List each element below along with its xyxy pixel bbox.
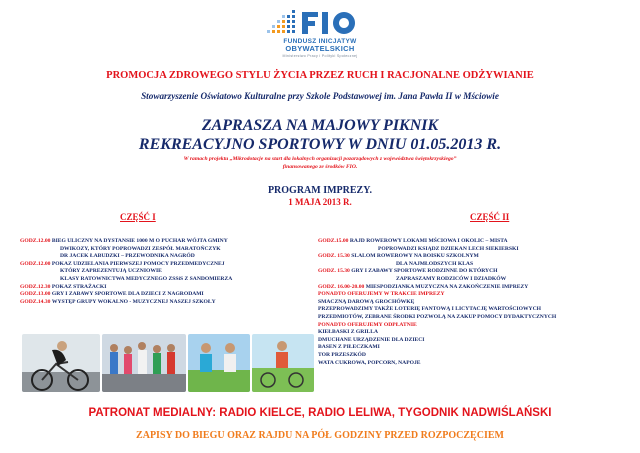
event-heading: REKREACYJNO SPORTOWY W DNIU 01.05.2013 R. — [138, 136, 502, 153]
list-item: SMACZNĄ DAROWĄ GROCHÓWKĘ — [318, 298, 415, 305]
cyclists-park-photo-icon — [252, 334, 314, 392]
list-item: KIEŁBASKI Z GRILLA — [318, 329, 378, 336]
list-item: TOR PRZESZKÓD — [318, 351, 366, 358]
list-item: DWIKOZY, KTÓRY POPROWADZI ZESPÓŁ MARATOŃCZYK — [60, 245, 221, 252]
media-patronage: PATRONAT MEDIALNY: RADIO KIELCE, RADIO LELIWA, TYGODNIK NADWIŚLAŃSKI — [88, 407, 552, 419]
list-item: GODZ.12.30 POKAZ STRAŻACKI — [20, 283, 107, 290]
invite-heading: ZAPRASZA NA MAJOWY PIKNIK — [201, 117, 439, 134]
list-item: BASEN Z PIŁECZKAMI — [318, 344, 380, 351]
part2-heading: CZĘŚĆ II — [470, 212, 510, 222]
list-item: ZAPRASZAMY RODZICÓW I DZIADKÓW — [396, 275, 507, 282]
association-name: Stowarzyszenie Oświatowo Kulturalne przy Szkole Podstawowej im. Jana Pawła II w Mściowie — [141, 91, 499, 101]
program-date: 1 MAJA 2013 R. — [288, 197, 352, 207]
list-item: GODZ.13.00 GRY I ZABAWY SPORTOWE DLA DZIECI Z NAGRODAMI — [20, 291, 204, 298]
list-item: GODZ. 15.30 GRY I ZABAWY SPORTOWE RODZINNE DO KTÓRYCH — [318, 268, 498, 275]
logo-tagline: Ministerstwo Pracy i Polityki Społecznej — [282, 54, 358, 58]
signup-note: ZAPISY DO BIEGU ORAZ RAJDU NA PÓŁ GODZINY PRZED ROZPOCZĘCIEM — [136, 430, 504, 441]
list-item: WATA CUKROWA, POPCORN, NAPOJE — [318, 359, 421, 366]
logo-caption-line1: FUNDUSZ INICJATYW — [283, 38, 357, 45]
cyclist-photo-icon — [22, 334, 100, 392]
list-item: PONADTO OFERUJEMY ODPŁATNIE — [318, 321, 417, 328]
joggers-photo-icon — [188, 334, 250, 392]
program-title: PROGRAM IMPREZY. — [267, 185, 373, 196]
part1-list — [20, 238, 310, 306]
list-item: PONADTO OFERUJEMY W TRAKCIE IMPREZY — [318, 291, 445, 298]
runners-photo-icon — [102, 334, 186, 392]
part1-heading: CZĘŚĆ I — [120, 212, 156, 222]
fio-logo-mark-icon — [258, 4, 382, 70]
project-line-2: finansowanego ze środków FIO. — [282, 164, 358, 170]
logo-caption-line2: OBYWATELSKICH — [285, 44, 355, 53]
list-item: GODZ.12.00 POKAZ UDZIELANIA PIERWSZEJ POMOCY PRZEDMEDYCZNEJ — [20, 260, 225, 267]
project-line-1: W ramach projektu „Mikrodotacje na start dla lokalnych organizacji pozarządowych z województwa świętokrzyskiego” — [183, 156, 457, 162]
list-item: GODZ.15.00 RAJD ROWEROWY LOKAMI MŚCIOWA I OKOLIC – MISTA — [318, 238, 508, 244]
part2-list — [318, 238, 628, 367]
list-item: DLA NAJMŁODSZYCH KLAS — [396, 260, 474, 267]
list-item: PRZEDMIOTÓW, ZEBRANE ŚRODKI POZWOLĄ NA ZAKUP POMOCY DYDAKTYCZNYCH — [318, 313, 557, 320]
promo-heading: PROMOCJA ZDROWEGO STYLU ŻYCIA PRZEZ RUCH I RACJONALNE ODŻYWIANIE — [106, 70, 534, 81]
list-item: POPROWADZI KSIĄDZ DZIEKAN LECH SIEKIERSKI — [378, 245, 519, 252]
list-item: GODZ.12.00 BIEG ULICZNY NA DYSTANSIE 1000 M O PUCHAR WÓJTA GMINY — [20, 238, 228, 244]
list-item: PRZEPROWADZIMY TAKŻE LOTERIĘ FANTOWĄ I LICYTACJĘ WARTOŚCIOWYCH — [318, 306, 541, 313]
list-item: KTÓRY ZAPREZENTUJĄ UCZNIOWIE — [60, 268, 162, 275]
fio-logo — [258, 4, 382, 70]
list-item: KLASY RATOWNICTWA MEDYCZNEGO ZSSiS Z SANDOMIERZA — [60, 275, 233, 282]
list-item: GODZ. 15.30 SLALOM ROWEROWY NA BOISKU SZKOLNYM — [318, 253, 479, 260]
list-item: GODZ. 16.00-20.00 MIESPODZIANKA MUZYCZNA NA ZAKOŃCZENIE IMPREZY — [318, 283, 529, 290]
list-item: DR JACEK ŁABUDZKI – PRZEWODNIKA NAGRÓD — [60, 253, 195, 260]
sport-photos — [22, 334, 314, 392]
list-item: DMUCHANE URZĄDZENIE DLA DZIECI — [318, 336, 425, 343]
list-item: GODZ.14.30 WYSTĘP GRUPY WOKALNO - MUZYCZNEJ NASZEJ SZKOŁY — [20, 298, 216, 305]
